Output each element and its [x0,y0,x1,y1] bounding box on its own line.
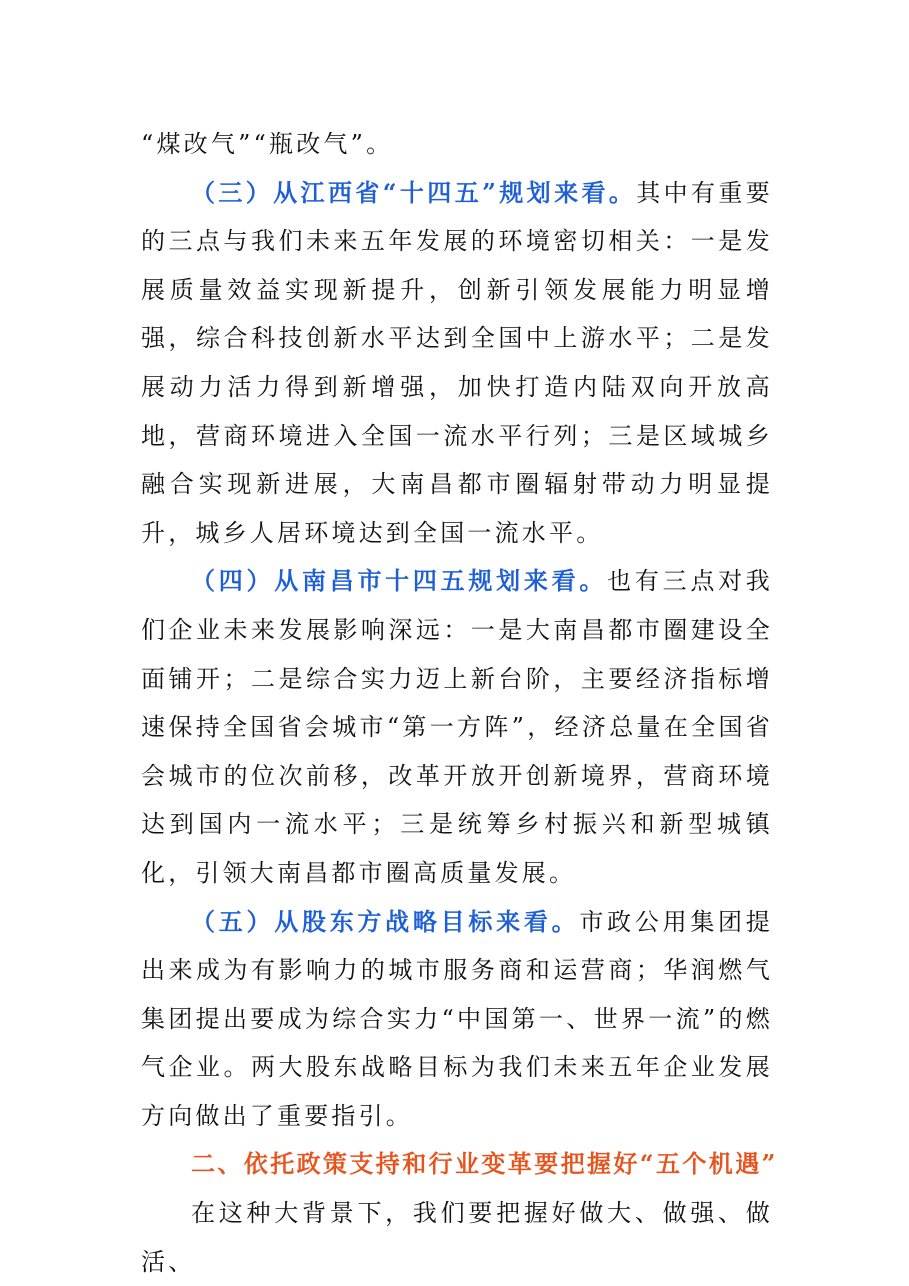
paragraph-jiangxi-plan [141,169,773,558]
subheading-jiangxi-plan: （三）从江西省“十四五”规划来看。 [191,177,637,207]
subheading-shareholder-strategy: （五）从股东方战略目标来看。 [191,906,580,936]
paragraph-nanchang-plan [141,557,773,897]
paragraph-body: 也有三点对我们企业未来发展影响深远：一是大南昌都市圈建设全面铺开；二是综合实力迈上新台阶，主要经济指标增速保持全国省会城市“第一方阵”，经济总量在全国省会城市的位次前移，改革开放开创新境界，营商环境达到国内一流水平；三是统筹乡村振兴和新型城镇化，引领大南昌都市圈高质量发展。 [141,567,774,887]
paragraph-closing [141,1189,773,1286]
paragraph-continuation [141,120,773,169]
paragraph-body: “煤改气”“瓶改气”。 [141,130,394,158]
section-heading-five-opportunities: 二、依托政策支持和行业变革要把握好“五个机遇” [191,1149,778,1179]
paragraph-shareholder-strategy [141,898,773,1141]
paragraph-body: 其中有重要的三点与我们未来五年发展的环境密切相关：一是发展质量效益实现新提升，创新引领发展能力明显增强，综合科技创新水平达到全国中上游水平；二是发展动力活力得到新增强，加快打造内陆双向开放高地，营商环境进入全国一流水平行列；三是区域城乡融合实现新进展，大南昌都市圈辐射带动力明显提升，城乡人居环境达到全国一流水平。 [141,178,773,547]
paragraph-body: 市政公用集团提出来成为有影响力的城市服务商和运营商；华润燃气集团提出要成为综合实力“中国第一、世界一流”的燃气企业。两大股东战略目标为我们未来五年企业发展方向做出了重要指引。 [141,907,773,1130]
paragraph-body: 在这种大背景下，我们要把握好做大、做强、做活、 [141,1199,773,1276]
document-page [141,120,778,1286]
subheading-nanchang-plan: （四）从南昌市十四五规划来看。 [191,566,608,596]
